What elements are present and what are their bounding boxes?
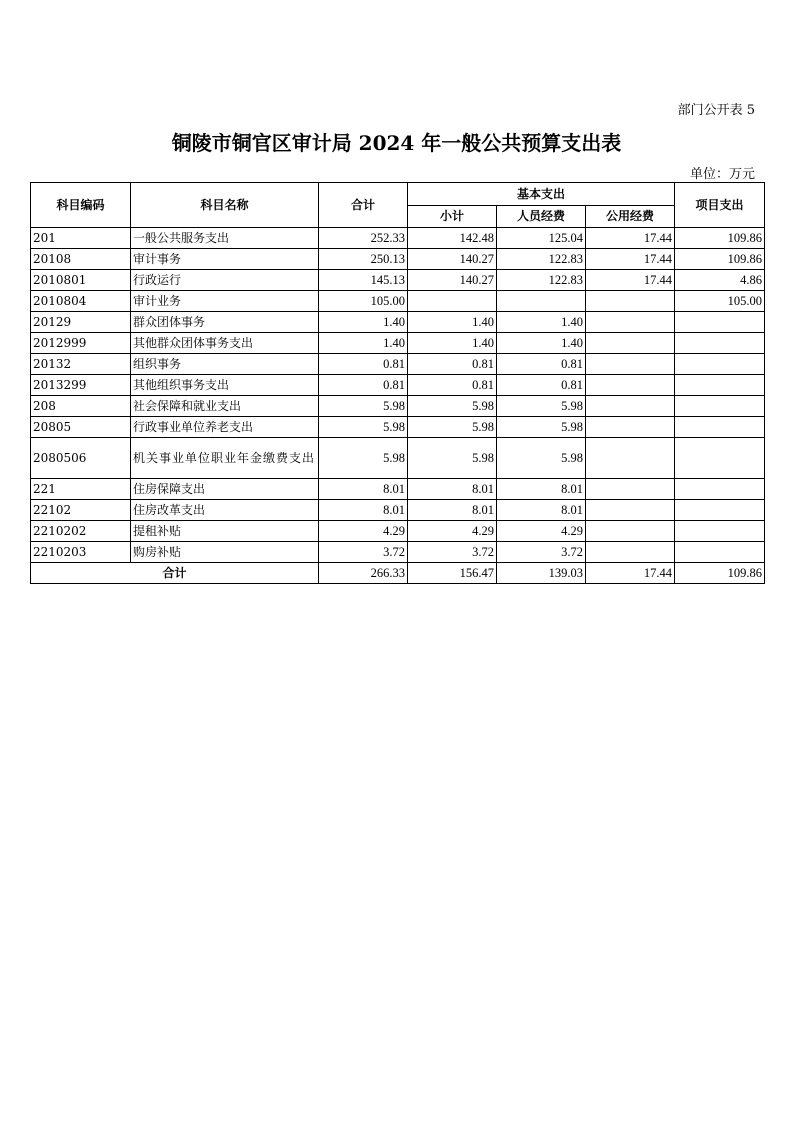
- cell-project: 4.86: [675, 270, 765, 291]
- cell-name: 其他组织事务支出: [131, 375, 319, 396]
- header-public: 公用经费: [586, 205, 675, 228]
- table-row: [31, 438, 765, 479]
- cell-subtotal: 4.29: [408, 521, 497, 542]
- table-row: [31, 291, 765, 312]
- cell-project: [675, 479, 765, 500]
- cell-subtotal: 1.40: [408, 333, 497, 354]
- cell-code: 2013299: [31, 375, 131, 396]
- cell-personnel: 5.98: [497, 438, 586, 479]
- cell-subtotal: 1.40: [408, 312, 497, 333]
- cell-public: [586, 479, 675, 500]
- table-row: [31, 354, 765, 375]
- cell-personnel: 5.98: [497, 396, 586, 417]
- cell-name: 组织事务: [131, 354, 319, 375]
- cell-total: 1.40: [319, 333, 408, 354]
- table-row: [31, 228, 765, 249]
- total-row: [31, 563, 765, 584]
- cell-total: 0.81: [319, 375, 408, 396]
- cell-total: 105.00: [319, 291, 408, 312]
- cell-code: 2010804: [31, 291, 131, 312]
- total-total: 266.33: [319, 563, 408, 584]
- table-row: [31, 417, 765, 438]
- cell-subtotal: 5.98: [408, 417, 497, 438]
- cell-total: 5.98: [319, 417, 408, 438]
- cell-project: [675, 354, 765, 375]
- cell-code: 20108: [31, 249, 131, 270]
- cell-public: [586, 542, 675, 563]
- cell-subtotal: [408, 291, 497, 312]
- header-basic: 基本支出: [408, 183, 675, 206]
- cell-personnel: 0.81: [497, 354, 586, 375]
- table-row: [31, 375, 765, 396]
- cell-project: [675, 521, 765, 542]
- total-label: 合计: [31, 563, 319, 584]
- cell-personnel: 125.04: [497, 228, 586, 249]
- cell-public: [586, 500, 675, 521]
- cell-project: [675, 312, 765, 333]
- cell-code: 208: [31, 396, 131, 417]
- page-title: 铜陵市铜官区审计局 2024 年一般公共预算支出表: [171, 131, 622, 155]
- total-project: 109.86: [675, 563, 765, 584]
- cell-subtotal: 140.27: [408, 270, 497, 291]
- cell-project: 109.86: [675, 228, 765, 249]
- cell-personnel: 8.01: [497, 500, 586, 521]
- cell-project: [675, 500, 765, 521]
- cell-total: 8.01: [319, 500, 408, 521]
- cell-public: 17.44: [586, 249, 675, 270]
- cell-name: 审计事务: [131, 249, 319, 270]
- table-row: [31, 312, 765, 333]
- header-subtotal: 小计: [408, 205, 497, 228]
- total-public: 17.44: [586, 563, 675, 584]
- cell-personnel: 122.83: [497, 270, 586, 291]
- cell-public: [586, 312, 675, 333]
- cell-project: [675, 375, 765, 396]
- header-code: 科目编码: [31, 183, 131, 228]
- cell-subtotal: 5.98: [408, 396, 497, 417]
- cell-project: [675, 542, 765, 563]
- table-row: [31, 479, 765, 500]
- cell-public: [586, 438, 675, 479]
- cell-code: 2210203: [31, 542, 131, 563]
- cell-subtotal: 142.48: [408, 228, 497, 249]
- cell-public: [586, 521, 675, 542]
- cell-name: 审计业务: [131, 291, 319, 312]
- cell-total: 145.13: [319, 270, 408, 291]
- cell-personnel: [497, 291, 586, 312]
- cell-name: 其他群众团体事务支出: [131, 333, 319, 354]
- cell-personnel: 3.72: [497, 542, 586, 563]
- table-row: [31, 500, 765, 521]
- cell-personnel: 122.83: [497, 249, 586, 270]
- cell-project: 105.00: [675, 291, 765, 312]
- cell-total: 252.33: [319, 228, 408, 249]
- cell-name: 购房补贴: [131, 542, 319, 563]
- cell-code: 2012999: [31, 333, 131, 354]
- unit-label: 单位：万元: [689, 167, 755, 182]
- cell-public: 17.44: [586, 270, 675, 291]
- cell-subtotal: 0.81: [408, 354, 497, 375]
- cell-name: 行政运行: [131, 270, 319, 291]
- cell-code: 2080506: [31, 438, 131, 479]
- cell-subtotal: 140.27: [408, 249, 497, 270]
- table-row: [31, 542, 765, 563]
- cell-subtotal: 8.01: [408, 500, 497, 521]
- cell-personnel: 8.01: [497, 479, 586, 500]
- cell-name: 住房保障支出: [131, 479, 319, 500]
- cell-name: 住房改革支出: [131, 500, 319, 521]
- total-personnel: 139.03: [497, 563, 586, 584]
- cell-total: 250.13: [319, 249, 408, 270]
- cell-name: 机关事业单位职业年金缴费支出: [131, 438, 319, 479]
- budget-table: [30, 182, 765, 584]
- header-name: 科目名称: [131, 183, 319, 228]
- cell-code: 20132: [31, 354, 131, 375]
- cell-subtotal: 0.81: [408, 375, 497, 396]
- cell-personnel: 1.40: [497, 312, 586, 333]
- table-row: [31, 333, 765, 354]
- cell-code: 201: [31, 228, 131, 249]
- cell-name: 提租补贴: [131, 521, 319, 542]
- total-subtotal: 156.47: [408, 563, 497, 584]
- table-header: [31, 183, 765, 228]
- cell-total: 4.29: [319, 521, 408, 542]
- cell-project: 109.86: [675, 249, 765, 270]
- cell-public: [586, 354, 675, 375]
- cell-code: 221: [31, 479, 131, 500]
- header-project: 项目支出: [675, 183, 765, 228]
- cell-total: 8.01: [319, 479, 408, 500]
- table-row: [31, 521, 765, 542]
- cell-project: [675, 438, 765, 479]
- cell-code: 22102: [31, 500, 131, 521]
- cell-code: 20805: [31, 417, 131, 438]
- cell-personnel: 4.29: [497, 521, 586, 542]
- cell-total: 0.81: [319, 354, 408, 375]
- cell-public: [586, 375, 675, 396]
- cell-project: [675, 396, 765, 417]
- cell-project: [675, 333, 765, 354]
- table-body: [31, 228, 765, 563]
- cell-code: 20129: [31, 312, 131, 333]
- cell-name: 群众团体事务: [131, 312, 319, 333]
- cell-personnel: 0.81: [497, 375, 586, 396]
- cell-code: 2210202: [31, 521, 131, 542]
- header-personnel: 人员经费: [497, 205, 586, 228]
- cell-code: 2010801: [31, 270, 131, 291]
- cell-name: 社会保障和就业支出: [131, 396, 319, 417]
- table-row: [31, 249, 765, 270]
- cell-public: [586, 291, 675, 312]
- cell-subtotal: 5.98: [408, 438, 497, 479]
- cell-name: 行政事业单位养老支出: [131, 417, 319, 438]
- page-label: 部门公开表 5: [677, 103, 755, 118]
- cell-public: [586, 417, 675, 438]
- cell-total: 1.40: [319, 312, 408, 333]
- cell-public: [586, 333, 675, 354]
- table-row: [31, 396, 765, 417]
- cell-total: 5.98: [319, 396, 408, 417]
- cell-name: 一般公共服务支出: [131, 228, 319, 249]
- table-row: [31, 270, 765, 291]
- cell-subtotal: 3.72: [408, 542, 497, 563]
- cell-personnel: 1.40: [497, 333, 586, 354]
- cell-project: [675, 417, 765, 438]
- cell-total: 5.98: [319, 438, 408, 479]
- header-total: 合计: [319, 183, 408, 228]
- cell-public: [586, 396, 675, 417]
- cell-subtotal: 8.01: [408, 479, 497, 500]
- cell-personnel: 5.98: [497, 417, 586, 438]
- cell-total: 3.72: [319, 542, 408, 563]
- cell-public: 17.44: [586, 228, 675, 249]
